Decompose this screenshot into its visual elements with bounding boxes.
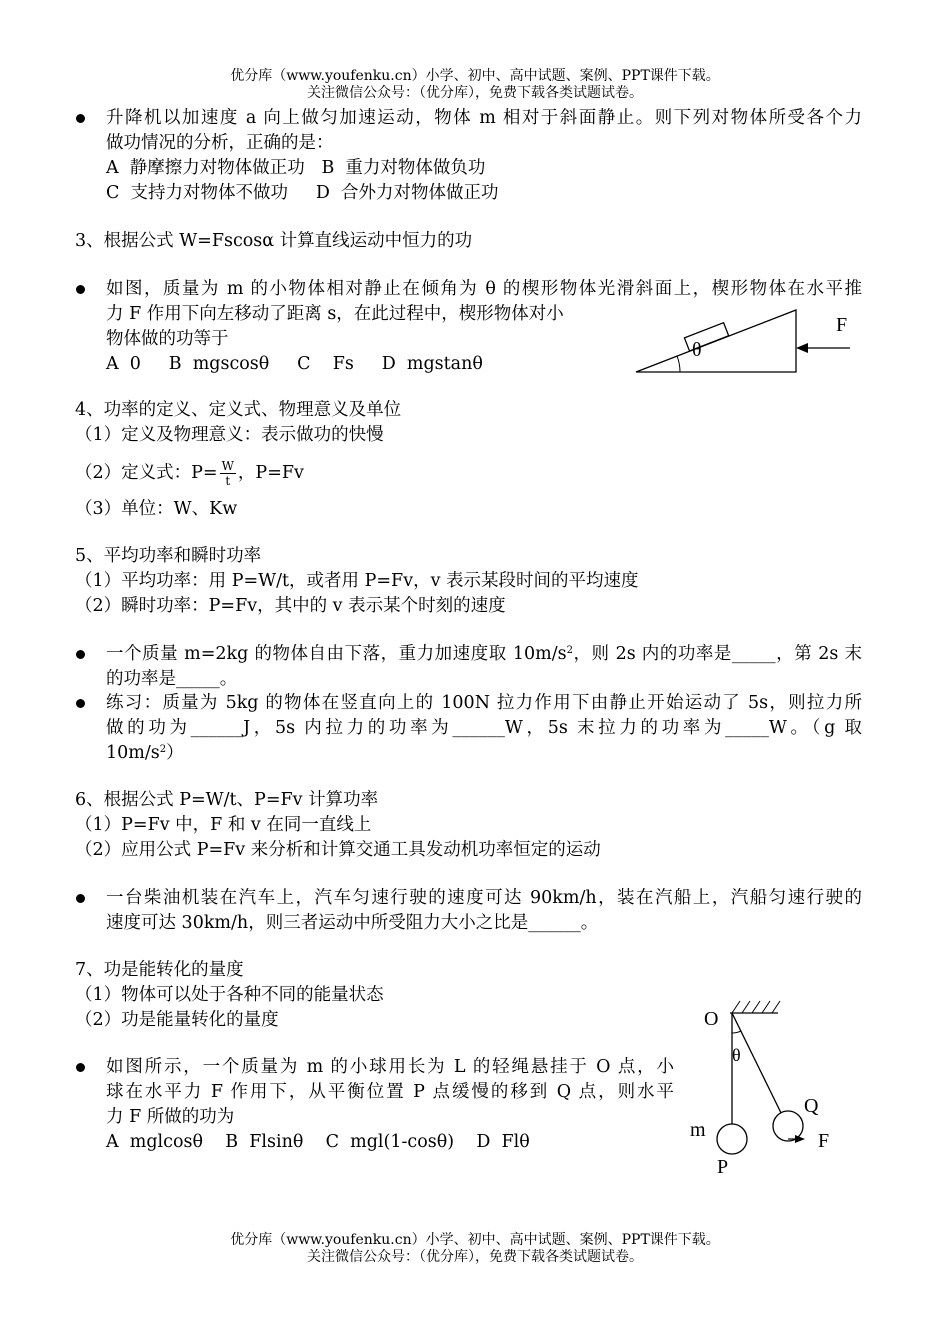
s4-item-2 <box>75 459 304 488</box>
superscript: 2 <box>566 645 573 656</box>
bullet <box>76 285 85 294</box>
q3-line-1-b: ，则 2s 内的功率是_____，第 2s 末 <box>572 644 863 664</box>
ball-p <box>717 1124 747 1154</box>
angle-arc <box>732 1031 741 1033</box>
bullet <box>76 894 85 903</box>
section-7-title: 7、功是能转化的量度 <box>75 960 244 980</box>
label-q: Q <box>804 1095 819 1117</box>
q5-line-1: 一台柴油机装在汽车上，汽车匀速行驶的速度可达 90km/h，装在汽船上，汽船匀速行驶的 <box>106 888 862 908</box>
s4-item-2-pre: （2）定义式：P= <box>75 463 218 483</box>
pendulum-figure <box>680 995 850 1180</box>
angle-label: θ <box>692 339 702 361</box>
bullet <box>76 699 85 708</box>
force-arrow-head <box>796 343 808 353</box>
force-label: F <box>836 314 848 336</box>
section-4-title: 4、功率的定义、定义式、物理意义及单位 <box>75 400 402 420</box>
q6-options: A mglcosθ B Flsinθ C mgl(1-cosθ) D Flθ <box>106 1132 530 1152</box>
label-p: P <box>717 1156 729 1178</box>
q2-line-2: 力 F 作用下向左移动了距离 s，在此过程中，楔形物体对小 <box>106 304 564 324</box>
fraction <box>220 459 236 488</box>
fraction-denominator: t <box>225 474 231 488</box>
s4-item-1: （1）定义及物理意义：表示做功的快慢 <box>75 425 384 445</box>
fraction-numerator: W <box>221 459 234 473</box>
q4-line-3-a: 10m/s <box>106 743 160 763</box>
superscript: 2 <box>159 744 167 755</box>
q1-line-2: 做功情况的分析，正确的是： <box>106 133 334 153</box>
bullet <box>76 114 85 123</box>
header-line-1: 优分库（www.youfenku.cn）小学、初中、高中试题、案例、PPT课件下载。 <box>230 68 720 84</box>
bullet <box>76 650 85 659</box>
bullet <box>76 1063 85 1072</box>
q2-line-1: 如图，质量为 m 的小物体相对静止在倾角为 θ 的楔形物体光滑斜面上，楔形物体在水平推 <box>106 279 862 299</box>
angle-arc <box>677 356 680 372</box>
label-f: F <box>818 1130 830 1152</box>
q2-options: A 0 B mgscosθ C Fs D mgstanθ <box>106 354 483 374</box>
q6-line-3: 力 F 所做的功为 <box>106 1107 235 1127</box>
label-m: m <box>690 1119 706 1141</box>
q1-line-1: 升降机以加速度 a 向上做匀加速运动，物体 m 相对于斜面静止。则下列对物体所受各个力 <box>106 108 862 128</box>
force-arrow-head <box>795 1135 805 1143</box>
q1-options-2: C 支持力对物体不做功 D 合外力对物体做正功 <box>106 183 499 203</box>
theta-label: θ <box>732 1045 741 1065</box>
s4-item-2-post: ，P=Fv <box>237 463 304 483</box>
s7-item-1: （1）物体可以处于各种不同的能量状态 <box>75 985 384 1005</box>
s4-item-3: （3）单位：W、Kw <box>75 499 238 519</box>
wedge-figure <box>630 300 870 380</box>
q2-line-3: 物体做的功等于 <box>106 329 229 349</box>
s5-item-1: （1）平均功率：用 P=W/t，或者用 P=Fv，v 表示某段时间的平均速度 <box>75 571 639 591</box>
q4-line-1: 练习：质量为 5kg 的物体在竖直向上的 100N 拉力作用下由静止开始运动了 5s，则拉力所 <box>106 693 862 713</box>
q3-line-2: 的功率是_____。 <box>106 669 238 689</box>
q4-line-2: 做的功为______J，5s 内拉力的功率为______W，5s 末拉力的功率为_____W。（g 取 <box>106 718 862 738</box>
s5-item-2: （2）瞬时功率：P=Fv，其中的 v 表示某个时刻的速度 <box>75 596 506 616</box>
footer-line-1: 优分库（www.youfenku.cn）小学、初中、高中试题、案例、PPT课件下载。 <box>230 1232 720 1248</box>
q6-line-2: 球在水平力 F 作用下，从平衡位置 P 点缓慢的移到 Q 点，则水平 <box>106 1082 674 1102</box>
s6-item-2: （2）应用公式 P=Fv 来分析和计算交通工具发动机功率恒定的运动 <box>75 840 601 860</box>
ceiling-hatch <box>732 1001 780 1013</box>
footer-line-2: 关注微信公众号：（优分库），免费下载各类试题试卷。 <box>307 1249 643 1265</box>
q6-line-1: 如图所示，一个质量为 m 的小球用长为 L 的轻绳悬挂于 O 点，小 <box>106 1057 674 1077</box>
point-o-label: O <box>704 1008 719 1030</box>
q4-line-3 <box>106 742 184 764</box>
q3-line-1 <box>106 643 862 665</box>
header-line-2: 关注微信公众号：（优分库），免费下载各类试题试卷。 <box>307 85 643 101</box>
rope-displaced <box>732 1013 784 1119</box>
q4-line-3-b: ） <box>166 743 184 763</box>
section-3-title: 3、根据公式 W=Fscosα 计算直线运动中恒力的功 <box>75 231 473 251</box>
s6-item-1: （1）P=Fv 中，F 和 v 在同一直线上 <box>75 815 372 835</box>
section-5-title: 5、平均功率和瞬时功率 <box>75 546 262 566</box>
q5-line-2: 速度可达 30km/h，则三者运动中所受阻力大小之比是______。 <box>106 913 599 933</box>
q1-options-1: A 静摩擦力对物体做正功 B 重力对物体做负功 <box>106 158 486 178</box>
section-6-title: 6、根据公式 P=W/t、P=Fv 计算功率 <box>75 790 379 810</box>
s7-item-2: （2）功是能量转化的量度 <box>75 1010 279 1030</box>
q3-line-1-a: 一个质量 m=2kg 的物体自由下落，重力加速度取 10m/s <box>106 644 567 664</box>
